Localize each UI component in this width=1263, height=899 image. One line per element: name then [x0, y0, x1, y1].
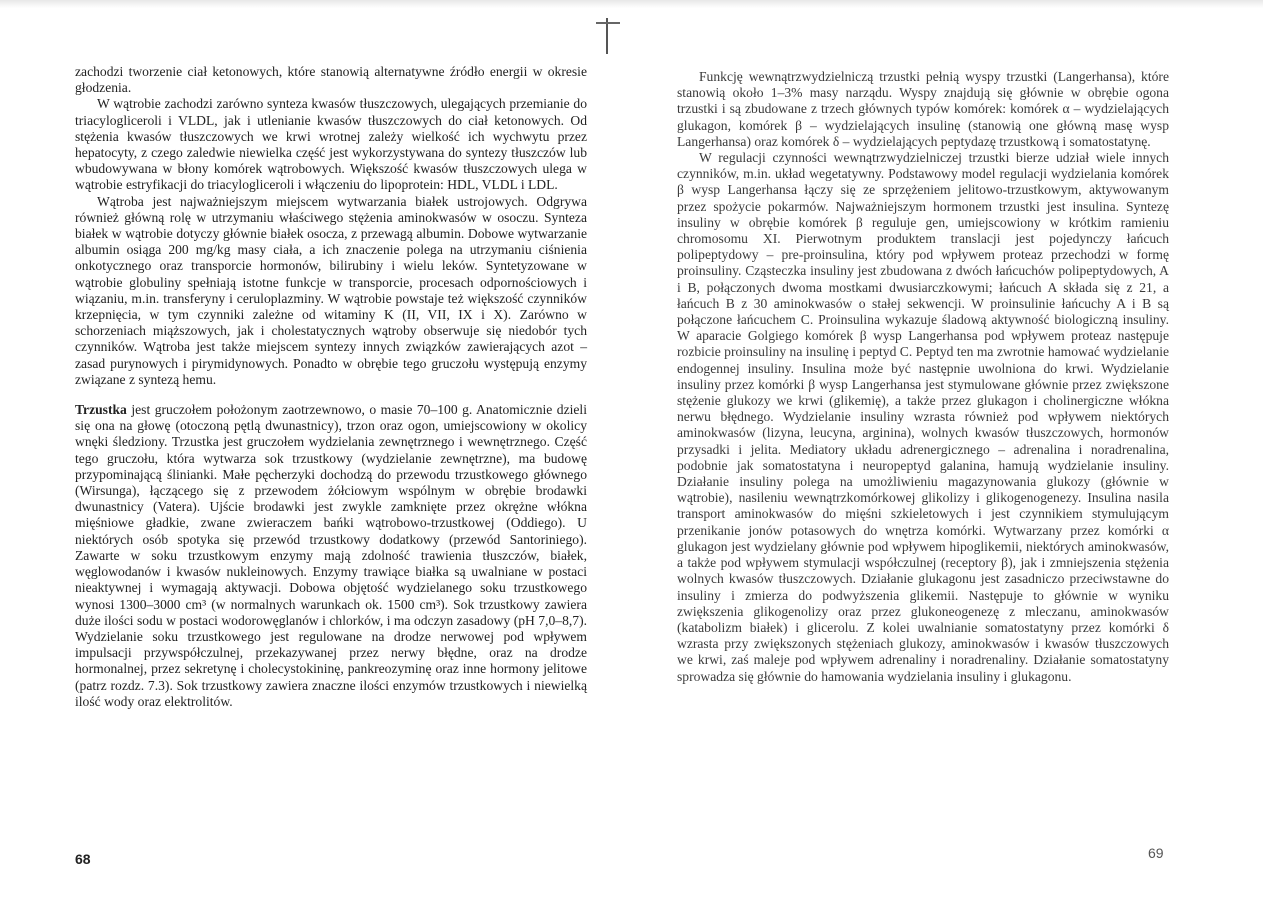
paragraph-islets: Funkcję wewnątrzwydzielniczą trzustki pełnią wyspy trzustki (Langerhansa), które stanowią około 1–3% masy narządu. Wyspy znajdują się głównie w obrębie ogona trzustki i są zbudowane z trzech głównych typów komórek: komórek α – wydzielających glukagon, komórek β – wydzielających insulinę (stanowią one główną masę wysp Langerhansa) oraz komórek δ – wydzielających peptydazę trzustkową i somatostatynę. — [677, 69, 1169, 149]
page-number-right: 69 — [1148, 845, 1164, 861]
paragraph-pancreas — [75, 402, 587, 710]
scan-edge-shadow — [0, 0, 1263, 8]
left-page — [75, 64, 587, 710]
section-term-pancreas: Trzustka — [75, 402, 127, 418]
paragraph-liver-proteins: Wątroba jest najważniejszym miejscem wytwarzania białek ustrojowych. Odgrywa również główną rolę w utrzymaniu właściwego stężenia aminokwasów w osoczu. Synteza białek w wątrobie dotyczy głównie białek osocza, z przewagą albumin. Dobowe wytwarzanie albumin osiąga 200 mg/kg masy ciała, a ich znaczenie polega na utrzymaniu ciśnienia onkotycznego oraz transporcie hormonów, bilirubiny i wielu leków. Syntetyzowane w wątrobie globuliny spełniają istotne funkcje w transporcie, procesach odpornościowych i wiązaniu, m.in. transferyny i ceruloplazminy. W wątrobie powstaje też większość czynników krzepnięcia, w tym czynniki zależne od witaminy K (II, VII, IX i X). Zarówno w schorzeniach miąższowych, jak i cholestatycznych wątroby obserwuje się niedobór tych czynników. Wątroba jest także miejscem syntezy innych związków zawierających azot – zasad purynowych i pirymidynowych. Ponadto w obrębie tego gruczołu występują enzymy związane z syntezą hemu. — [75, 193, 587, 387]
paragraph-continuation: zachodzi tworzenie ciał ketonowych, które stanowią alternatywne źródło energii w okresie głodzenia. — [75, 64, 587, 96]
right-page — [677, 69, 1169, 685]
gutter-tick-mark — [596, 22, 620, 24]
section-text-pancreas: jest gruczołem położonym zaotrzewnowo, o masie 70–100 g. Anatomicznie dzieli się ona na głowę (otoczoną pętlą dwunastnicy), trzon oraz ogon, umiejscowiony w okolicy wnęki śledziony. Trzustka jest gruczołem wydzielania zewnętrznego i wewnętrznego. Część tego gruczołu, która wytwarza sok trzustkowy (wydzielanie zewnętrzne), ma budowę przypominającą ślinianki. Małe pęcherzyki dochodzą do przewodu trzustkowego głównego (Wirsunga), łączącego się z przewodem żółciowym wspólnym w obrębie brodawki dwunastnicy (Vatera). Ujście brodawki jest zwykle zamknięte przez okrężne włókna mięśniowe gładkie, zwane zwieraczem bańki wątrobowo-trzustkowej (Oddiego). U niektórych osób spotyka się przewód trzustkowy dodatkowy (przewód Santoriniego). Zawarte w soku trzustkowym enzymy mają zdolność trawienia tłuszczów, białek, węglowodanów i kwasów nukleinowych. Enzymy trawiące białka są uwalniane w postaci nieaktywnej i wymagają aktywacji. Dobowa objętość wydzielanego soku trzustkowego wynosi 1300–3000 cm³ (w normalnych warunkach ok. 1500 cm³). Sok trzustkowy zawiera duże ilości sodu w postaci wodorowęglanów i chlorków, i ma odczyn zasadowy (pH 7,0–8,7). Wydzielanie soku trzustkowego jest regulowane na drodze nerwowej pod wpływem impulsacji przywspółczulnej, przekazywanej przez nerwy błędne, oraz na drodze hormonalnej, przez sekretynę i cholecystokininę, pankreozyminę oraz inne hormony jelitowe (patrz rozdz. 7.3). Sok trzustkowy zawiera znaczne ilości enzymów trzustkowych i niewielką ilość wody oraz elektrolitów. — [75, 402, 587, 709]
paragraph-insulin-regulation: W regulacji czynności wewnątrzwydzielniczej trzustki bierze udział wiele innych czynników, m.in. układ wegetatywny. Podstawowy model regulacji wydzielania komórek β wysp Langerhansa łączy się ze sprzężeniem jelitowo-trzustkowym, aktywowanym przez spożycie pokarmów. Najważniejszym hormonem trzustki jest insulina. Syntezę insuliny w obrębie komórek β reguluje gen, umiejscowiony w krótkim ramieniu chromosomu XI. Pierwotnym produktem translacji jest pojedynczy łańcuch polipeptydowy – pre-proinsulina, który pod wpływem proteaz przechodzi w formę proinsuliny. Cząsteczka insuliny jest zbudowana z dwóch łańcuchów polipeptydowych, A i B, połączonych dwoma mostkami dwusiarczkowymi; łańcuch A składa się z 21, a łańcuch B z 30 aminokwasów o stałej sekwencji. W proinsulinie łańcuchy A i B są połączone łańcuchem C. Proinsulina wykazuje śladową aktywność biologiczną insuliny. W aparacie Golgiego komórek β wysp Langerhansa pod wpływem proteaz następuje rozbicie proinsuliny na insulinę i peptyd C. Peptyd ten ma zwrotnie hamować wydzielanie endogennej insuliny. Insulina może być następnie uwolniona do krwi. Wydzielanie insuliny przez komórki β wysp Langerhansa jest stymulowane głównie przez zwiększone stężenie glukozy we krwi (glikemię), a także przez glukagon i cholinergiczne włókna nerwu błędnego. Wydzielanie insuliny wzrasta również pod wpływem niektórych aminokwasów (lizyna, leucyna, arginina), wolnych kwasów tłuszczowych, hormonów przysadki i jelita. Mediatory układu adrenergicznego – adrenalina i noradrenalina, podobnie jak somatostatyna i neuropeptyd galanina, hamują wydzielanie insuliny. Działanie insuliny polega na umożliwieniu magazynowania glukozy (głównie w wątrobie), nasileniu wewnątrzkomórkowej glikolizy i glikogenogenezy. Insulina nasila transport aminokwasów do mięśni szkieletowych i jest czynnikiem stymulującym przenikanie jonów potasowych do wnętrza komórki. Wytwarzany przez komórki α glukagon jest wydzielany głównie pod wpływem hipoglikemii, niektórych aminokwasów, a także pod wpływem stymulacji współczulnej (receptory β), jak i zmniejszenia stężenia wolnych kwasów tłuszczowych. Działanie glukagonu jest zasadniczo przeciwstawne do insuliny i zmierza do podwyższenia glikemii. Następuje to głównie w wyniku zwiększenia glikogenolizy oraz przez glukoneogenezę z mleczanu, aminokwasów (katabolizm białek) i glicerolu. Z kolei uwalnianie somatostatyny przez komórki δ wzrasta przy zwiększonych stężeniach glukozy, aminokwasów i kwasów tłuszczowych we krwi, zaś maleje pod wpływem adrenaliny i noradrenaliny. Działanie somatostatyny sprowadza się głównie do hamowania wydzielania insuliny i glukagonu. — [677, 150, 1169, 684]
paragraph-fatty-acids: W wątrobie zachodzi zarówno synteza kwasów tłuszczowych, ulegających przemianie do triacylogliceroli i VLDL, jak i utlenianie kwasów tłuszczowych do ciał ketonowych. Od stężenia kwasów tłuszczowych we krwi wrotnej zależy wielkość ich wychwytu przez hepatocyty, z czego zaledwie niewielka część jest wykorzystywana do syntezy tłuszczów lub wbudowywana w błony komórek wątrobowych. Większość kwasów tłuszczowych ulega w wątrobie estryfikacji do triacylogliceroli i włączeniu do lipoprotein: HDL, VLDL i LDL. — [75, 96, 587, 193]
page-number-left: 68 — [75, 851, 91, 867]
